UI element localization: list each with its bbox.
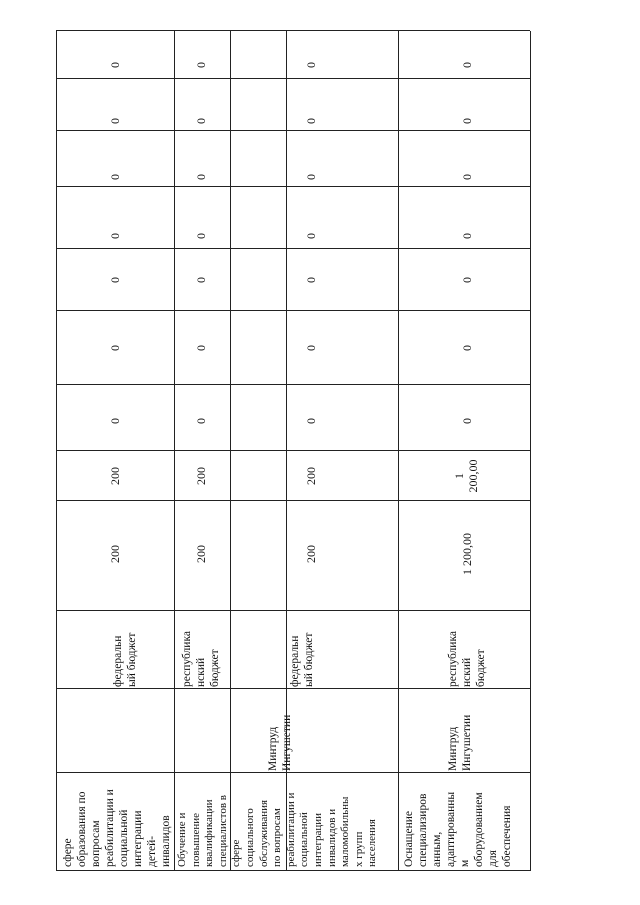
table-column-border — [56, 870, 530, 871]
value-cell: 0 — [194, 174, 208, 180]
value-cell: 0 — [194, 233, 208, 239]
table-column-border — [56, 78, 530, 79]
activity-cell: Оснащение специализиров анным, адаптированны м оборудованием для обеспечения — [403, 791, 513, 867]
table-column-border — [56, 384, 530, 385]
table-row-border — [174, 31, 175, 871]
value-cell: 0 — [194, 418, 208, 424]
executor-cell: Минтруд Ингушетии — [267, 714, 293, 771]
value-cell: 0 — [108, 418, 122, 424]
value-cell: 0 — [108, 118, 122, 124]
table-row-border — [530, 31, 531, 871]
value-cell: 0 — [304, 62, 318, 68]
value-cell: 0 — [460, 345, 474, 351]
activity-cell: Обучение и повышение квалификации специалистов в сфере социального обслуживания по вопросам реабилитации и социальной интеграции инвалидов и маломобильны х групп населения — [176, 792, 379, 867]
value-cell: 200 — [194, 467, 208, 485]
value-cell: 200 — [194, 545, 208, 563]
value-cell: 0 — [194, 277, 208, 283]
value-cell: 0 — [460, 418, 474, 424]
table-column-border — [56, 30, 530, 31]
value-cell: 0 — [460, 233, 474, 239]
source-cell: республика нский бюджет — [181, 631, 221, 687]
value-cell: 1 200,00 — [460, 533, 474, 575]
value-cell: 0 — [304, 418, 318, 424]
value-cell: 0 — [460, 118, 474, 124]
value-cell: 0 — [304, 277, 318, 283]
table-column-border — [56, 186, 530, 187]
value-cell: 200 — [304, 467, 318, 485]
table-row-border — [230, 31, 231, 871]
value-cell: 0 — [108, 345, 122, 351]
table-column-border — [56, 248, 530, 249]
value-cell: 200 — [108, 467, 122, 485]
activity-cell: сфере образования по вопросам реабилитации и социальной интеграции детей- инвалидов — [62, 789, 172, 867]
source-cell: республика нский бюджет — [447, 631, 487, 687]
table-row-border — [56, 31, 57, 871]
value-cell: 0 — [304, 345, 318, 351]
source-cell: федеральн ый бюджет — [289, 632, 315, 687]
value-cell: 0 — [304, 233, 318, 239]
table-column-border — [56, 688, 530, 689]
executor-cell: Минтруд Ингушетии — [447, 714, 473, 771]
value-cell: 200 — [108, 545, 122, 563]
value-cell: 0 — [108, 277, 122, 283]
value-cell: 1 200,00 — [452, 459, 480, 493]
table-column-border — [56, 130, 530, 131]
table-column-border — [56, 610, 530, 611]
value-cell: 0 — [460, 174, 474, 180]
value-cell: 0 — [194, 118, 208, 124]
value-cell: 0 — [194, 345, 208, 351]
table-column-border — [56, 310, 530, 311]
budget-table — [56, 31, 530, 871]
value-cell: 0 — [460, 62, 474, 68]
value-cell: 0 — [108, 174, 122, 180]
table-row-border — [398, 31, 399, 871]
source-cell: федеральн ый бюджет — [112, 632, 138, 687]
value-cell: 0 — [304, 174, 318, 180]
value-cell: 200 — [304, 545, 318, 563]
value-cell: 0 — [108, 233, 122, 239]
value-cell: 0 — [460, 277, 474, 283]
value-cell: 0 — [194, 62, 208, 68]
value-cell: 0 — [304, 118, 318, 124]
value-cell: 0 — [108, 62, 122, 68]
